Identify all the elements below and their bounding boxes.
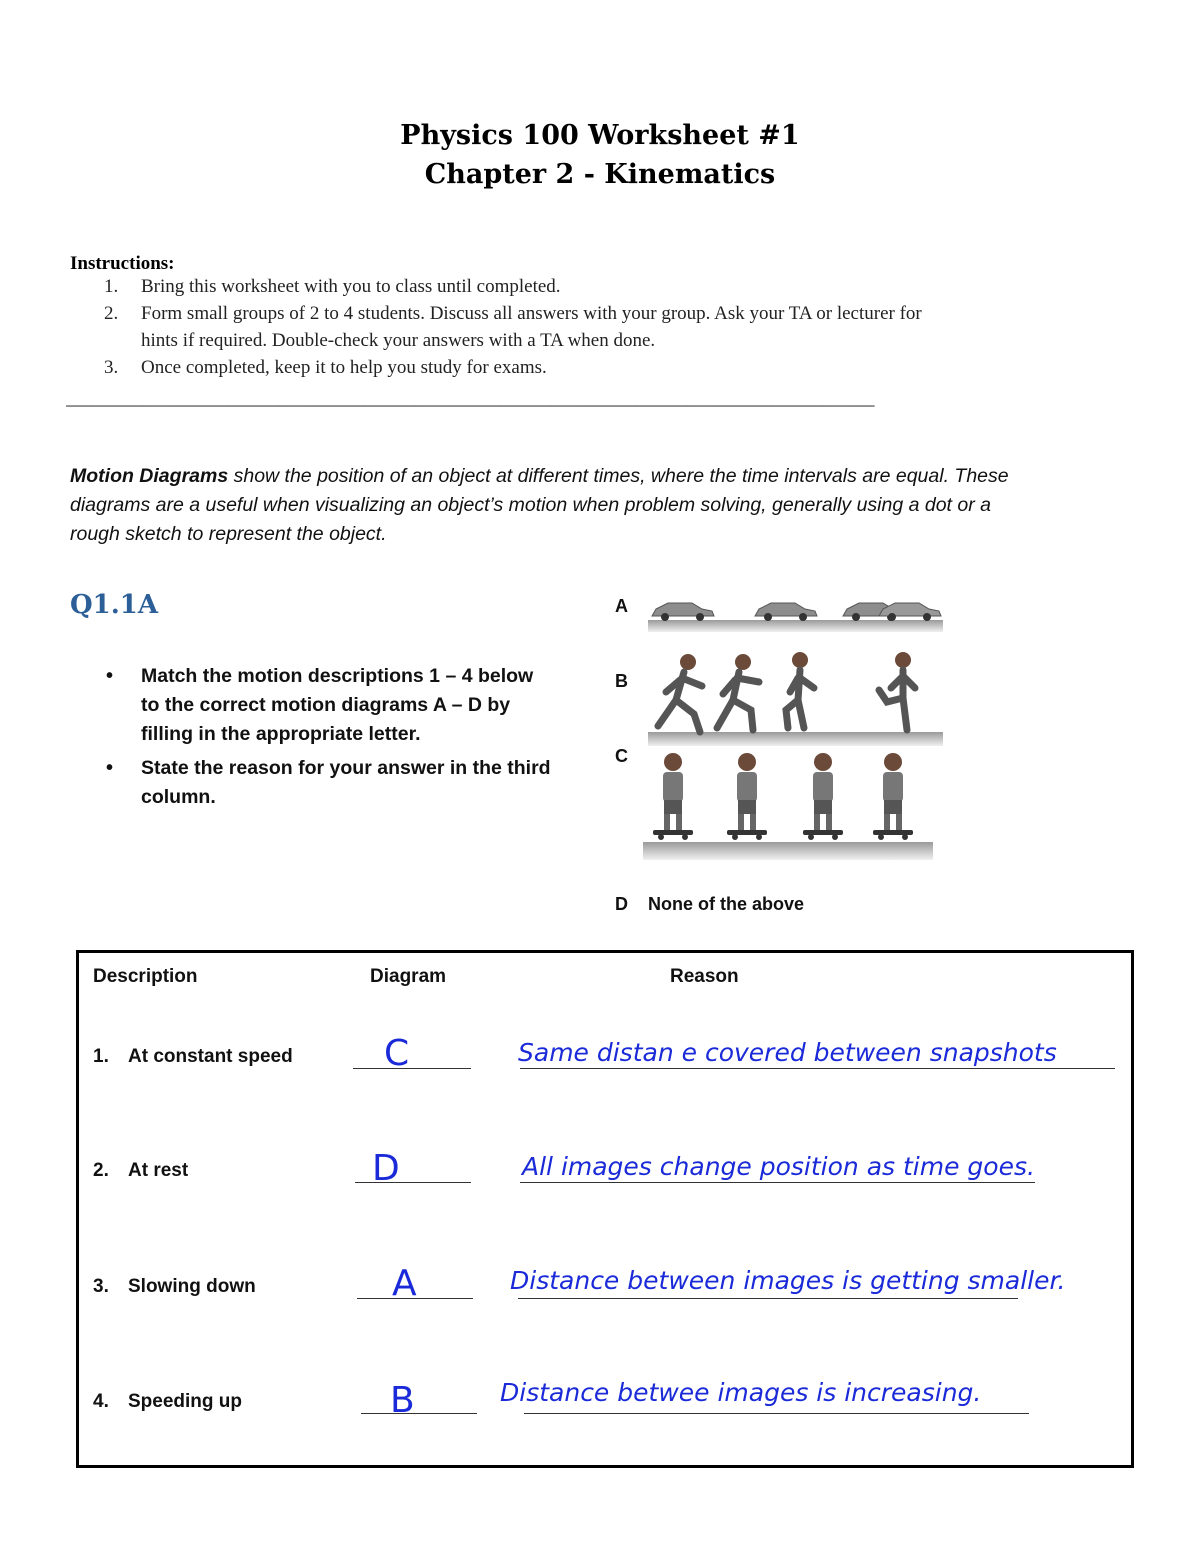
row-description: Speeding up <box>128 1391 242 1412</box>
worksheet-title: Physics 100 Worksheet #1 <box>400 120 800 151</box>
question-heading: Q1.1A <box>70 590 159 620</box>
list-number: 1. <box>104 276 119 297</box>
list-number: 2. <box>104 303 119 324</box>
diagram-a-cars <box>645 596 943 636</box>
answer-letter: B <box>390 1380 415 1421</box>
bullet-line: filling in the appropriate letter. <box>141 723 421 745</box>
ground-strip <box>648 732 943 746</box>
runner-icon <box>879 652 915 730</box>
instructions-label: Instructions: <box>70 253 175 274</box>
diagram-label-b: B <box>615 671 628 691</box>
separator-line: _______________________________________________________________________________________________ <box>66 388 874 409</box>
reason-text: Distance between images is getting smaller. <box>510 1266 1066 1295</box>
list-item: Form small groups of 2 to 4 students. Discuss all answers with your group. Ask your TA or lecturer for <box>141 303 922 324</box>
list-item-continued: hints if required. Double-check your answers with a TA when done. <box>141 330 656 351</box>
answer-blank[interactable] <box>361 1413 477 1414</box>
row-description: At rest <box>128 1160 189 1181</box>
answer-letter: A <box>392 1263 417 1304</box>
header-diagram: Diagram <box>370 966 447 987</box>
skateboarder-icon <box>653 753 693 840</box>
skateboarder-icon <box>803 753 843 840</box>
row-number: 4. <box>93 1391 109 1412</box>
intro-line-1 <box>70 462 1150 491</box>
row-description: At constant speed <box>128 1046 293 1067</box>
reason-text: All images change position as time goes. <box>522 1152 1035 1181</box>
answer-blank[interactable] <box>353 1068 471 1069</box>
list-number: 3. <box>104 357 119 378</box>
skateboarder-icon <box>727 753 767 840</box>
diagram-b-runner <box>645 648 945 750</box>
ground-strip <box>643 842 933 860</box>
header-description: Description <box>93 966 198 987</box>
car-icon <box>755 603 817 621</box>
car-icon <box>652 603 714 621</box>
bullet-icon: • <box>106 757 114 779</box>
runner-icon <box>786 652 814 728</box>
intro-text: show the position of an object at different times, where the time intervals are equal. These <box>228 465 1009 487</box>
reason-text: Same distan e covered between snapshots <box>518 1038 1057 1067</box>
skateboarder-icon <box>873 753 913 840</box>
diagram-c-skateboarder <box>643 748 935 862</box>
reason-blank[interactable] <box>520 1068 1115 1069</box>
reason-blank[interactable] <box>520 1182 1035 1183</box>
diagram-label-c: C <box>615 746 628 766</box>
answer-letter: C <box>384 1033 410 1074</box>
chapter-title: Chapter 2 - Kinematics <box>424 159 776 190</box>
reason-text: Distance betwee images is increasing. <box>500 1378 982 1407</box>
runner-icon <box>717 654 759 730</box>
row-number: 1. <box>93 1046 109 1067</box>
row-number: 2. <box>93 1160 109 1181</box>
reason-blank[interactable] <box>518 1298 1018 1299</box>
row-number: 3. <box>93 1276 109 1297</box>
bullet-icon: • <box>106 665 114 687</box>
header-reason: Reason <box>670 966 739 987</box>
bullet-line: column. <box>141 786 216 808</box>
instructions-list <box>0 273 1200 383</box>
row-description: Slowing down <box>128 1276 256 1297</box>
bullet-line: Match the motion descriptions 1 – 4 below <box>141 665 534 687</box>
motion-diagrams-term: Motion Diagrams <box>70 465 229 487</box>
diagram-label-d: D <box>615 894 628 914</box>
bullet-line: State the reason for your answer in the third <box>141 757 551 779</box>
list-item: Bring this worksheet with you to class until completed. <box>141 276 561 297</box>
list-item: Once completed, keep it to help you study for exams. <box>141 357 547 378</box>
question-instructions <box>0 662 600 822</box>
diagram-label-a: A <box>615 596 628 616</box>
bullet-line: to the correct motion diagrams A – D by <box>141 694 511 716</box>
answer-letter: D <box>372 1148 400 1189</box>
runner-icon <box>658 654 702 732</box>
ground-strip <box>648 620 943 632</box>
reason-blank[interactable] <box>524 1413 1029 1414</box>
diagram-d-text: None of the above <box>648 894 805 914</box>
intro-line-2: diagrams are a useful when visualizing an object’s motion when problem solving, generally using a dot or a <box>70 494 991 516</box>
intro-line-3: rough sketch to represent the object. <box>70 523 387 545</box>
